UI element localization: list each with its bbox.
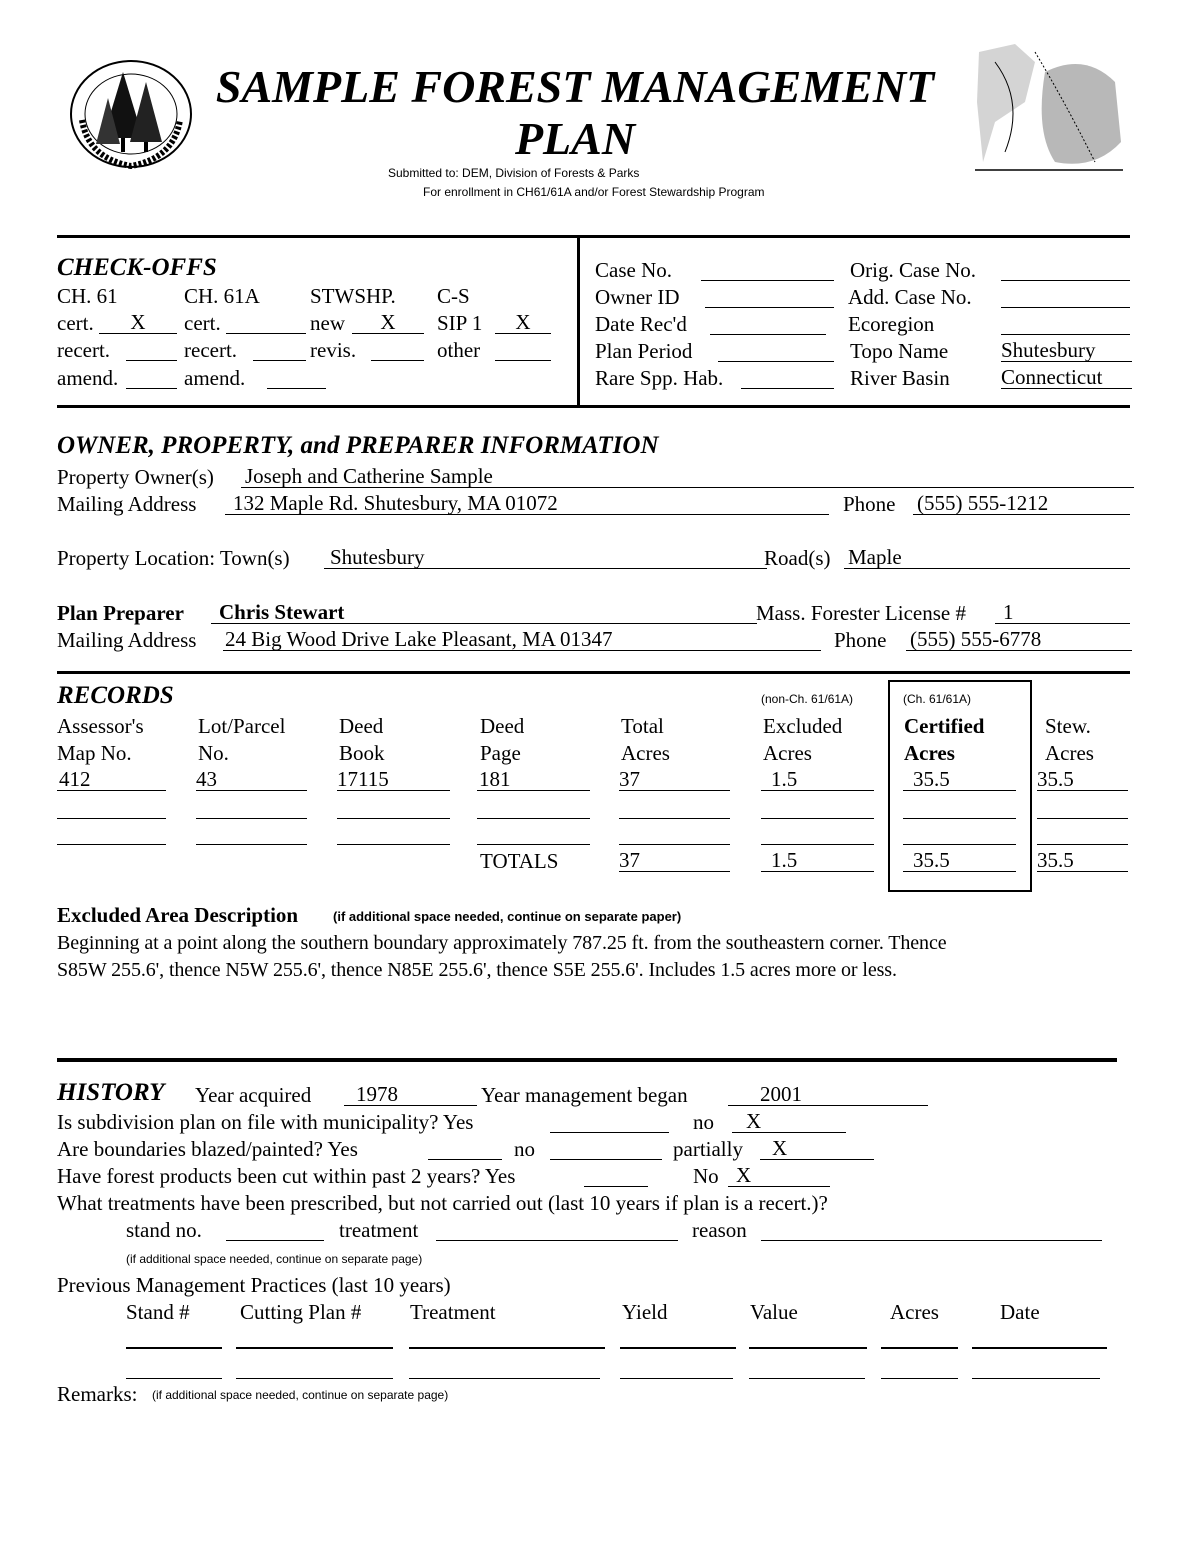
cert2-label: cert. (184, 311, 221, 335)
mail2-field[interactable]: 24 Big Wood Drive Lake Pleasant, MA 01347 (223, 628, 821, 651)
q-subdivision-no[interactable]: X (732, 1110, 846, 1133)
total-stew-acres[interactable]: 35.5 (1037, 849, 1128, 872)
cert-field[interactable]: X (99, 311, 177, 334)
location-label: Property Location: Town(s) (57, 546, 290, 570)
col-value: Value (750, 1300, 798, 1324)
col-head-stew-2: Acres (1045, 741, 1094, 765)
col-treatment: Treatment (410, 1300, 496, 1324)
ch-note: (Ch. 61/61A) (903, 692, 972, 706)
records-heading: RECORDS (57, 682, 174, 709)
prev-cell[interactable] (236, 1325, 393, 1349)
cell-certified-acres[interactable]: 35.5 (903, 768, 1016, 791)
other-label: other (437, 338, 481, 362)
year-acquired-field[interactable]: 1978 (344, 1083, 477, 1106)
recert2-field[interactable] (253, 338, 306, 361)
cell-empty[interactable] (761, 796, 874, 819)
owner-id-label: Owner ID (595, 285, 680, 309)
prev-cell[interactable] (236, 1356, 393, 1379)
history-note: (if additional space needed, continue on separate page) (126, 1252, 423, 1266)
divider-records (57, 671, 1130, 674)
date-recd-field[interactable] (710, 312, 826, 335)
amend2-label: amend. (184, 366, 246, 390)
year-acquired-label: Year acquired (195, 1083, 312, 1107)
mail-label: Mailing Address (57, 492, 197, 516)
prev-cell[interactable] (409, 1356, 600, 1379)
reason-label: reason (692, 1218, 747, 1242)
date-recd-label: Date Rec'd (595, 312, 687, 336)
col-head-total-2: Acres (621, 741, 670, 765)
cs-label: C-S (437, 284, 470, 308)
enrollment-text: For enrollment in CH61/61A and/or Forest Stewardship Program (423, 185, 765, 199)
ma-seal-logo (68, 58, 194, 170)
cell-empty[interactable] (196, 822, 307, 845)
cell-map-no[interactable]: 412 (57, 768, 166, 791)
amend-field[interactable] (126, 366, 177, 389)
preparer-label: Plan Preparer (57, 601, 184, 625)
cell-empty[interactable] (619, 796, 730, 819)
location-field[interactable]: Shutesbury (324, 546, 767, 569)
ecoregion-field[interactable] (1001, 312, 1130, 335)
remarks-note: (if additional space needed, continue on separate page) (152, 1388, 449, 1402)
col-head-stew-1: Stew. (1045, 714, 1091, 738)
road-field[interactable]: Maple (844, 546, 1130, 569)
amend2-field[interactable] (267, 366, 326, 389)
recert2-label: recert. (184, 338, 238, 362)
col-head-total-1: Total (621, 714, 664, 738)
stand-no-label: stand no. (126, 1218, 202, 1242)
year-mgmt-label: Year management began (481, 1083, 688, 1107)
river-basin-label: River Basin (850, 366, 950, 390)
prev-cell[interactable] (881, 1325, 958, 1349)
phone-field[interactable]: (555) 555-1212 (913, 492, 1130, 515)
cert-label: cert. (57, 311, 94, 335)
col-head-lot-2: No. (198, 741, 229, 765)
divider-vertical (577, 235, 580, 407)
mail2-label: Mailing Address (57, 628, 197, 652)
prev-cell[interactable] (881, 1356, 958, 1379)
q-treatments: What treatments have been prescribed, but not carried out (last 10 years if plan is a recert.)? (57, 1191, 828, 1215)
divider-bottom (57, 405, 1130, 408)
q-boundaries-partial[interactable]: X (760, 1137, 874, 1160)
cell-total-acres[interactable]: 37 (619, 768, 730, 791)
col-head-book-1: Deed (339, 714, 384, 738)
road-label: Road(s) (764, 546, 831, 570)
new-label: new (310, 311, 345, 335)
topo-name-field[interactable]: Shutesbury (1001, 339, 1132, 362)
prev-cell[interactable] (620, 1356, 733, 1379)
mail-field[interactable]: 132 Maple Rd. Shutesbury, MA 01072 (225, 492, 829, 515)
phone-label: Phone (843, 492, 896, 516)
prev-cell[interactable] (620, 1325, 736, 1349)
recert-field[interactable] (126, 338, 177, 361)
treatment-field[interactable] (436, 1218, 678, 1241)
q-cut-no[interactable]: X (728, 1164, 830, 1187)
q-subdivision-yes[interactable] (550, 1110, 669, 1133)
topo-name-label: Topo Name (850, 339, 949, 363)
page-title-line2: PLAN (514, 113, 636, 164)
orig-case-no-field[interactable] (1001, 258, 1130, 281)
non-ch-note: (non-Ch. 61/61A) (761, 692, 854, 706)
cell-empty[interactable] (1037, 822, 1128, 845)
cell-empty[interactable] (619, 822, 730, 845)
cell-empty[interactable] (903, 796, 1016, 819)
col-yield: Yield (622, 1300, 668, 1324)
col-stand: Stand # (126, 1300, 190, 1324)
new-field[interactable]: X (352, 311, 424, 334)
col-head-lot-1: Lot/Parcel (198, 714, 286, 738)
ch61a-label: CH. 61A (184, 284, 260, 308)
sip-label: SIP 1 (437, 311, 483, 335)
owner-field[interactable]: Joseph and Catherine Sample (241, 465, 1134, 488)
license-field[interactable]: 1 (995, 601, 1130, 624)
cell-excluded-acres[interactable]: 1.5 (761, 768, 874, 791)
cell-empty[interactable] (57, 796, 166, 819)
amend-label: amend. (57, 366, 119, 390)
excluded-note: (if additional space needed, continue on separate paper) (333, 909, 682, 924)
revis-label: revis. (310, 338, 357, 362)
stand-no-field[interactable] (226, 1218, 324, 1241)
q-boundaries-no[interactable] (550, 1137, 662, 1160)
plan-period-field[interactable] (718, 339, 834, 362)
ecoregion-label: Ecoregion (848, 312, 935, 336)
stwshp-label: STWSHP. (310, 284, 396, 308)
cell-empty[interactable] (1037, 796, 1128, 819)
cell-deed-page[interactable]: 181 (477, 768, 590, 791)
excluded-line1: Beginning at a point along the southern boundary approximately 787.25 ft. from the southeastern corner. Thence (57, 932, 947, 954)
col-head-certified-2: Acres (904, 741, 955, 765)
cell-stew-acres[interactable]: 35.5 (1037, 768, 1128, 791)
cell-empty[interactable] (761, 822, 874, 845)
col-head-page-1: Deed (480, 714, 525, 738)
prev-cell[interactable] (749, 1325, 867, 1349)
license-label: Mass. Forester License # (756, 601, 966, 625)
q-boundaries-no-label: no (514, 1137, 535, 1161)
page-title-line1: SAMPLE FOREST MANAGEMENT (215, 61, 935, 112)
rare-spp-field[interactable] (741, 366, 834, 389)
preparer-field[interactable]: Chris Stewart (211, 601, 757, 624)
col-head-map-2: Map No. (57, 741, 132, 765)
excluded-label: Excluded Area Description (57, 903, 299, 927)
cell-empty[interactable] (477, 822, 590, 845)
q-boundaries: Are boundaries blazed/painted? Yes (57, 1137, 358, 1161)
owner-label: Property Owner(s) (57, 465, 214, 489)
col-head-map-1: Assessor's (57, 714, 144, 738)
total-total-acres[interactable]: 37 (619, 849, 730, 872)
add-case-no-label: Add. Case No. (848, 285, 972, 309)
cell-empty[interactable] (337, 822, 450, 845)
case-no-field[interactable] (701, 258, 834, 281)
forest-map-image (975, 42, 1123, 172)
recert-label: recert. (57, 338, 111, 362)
q-cut: Have forest products been cut within past 2 years? Yes (57, 1164, 516, 1188)
q-cut-yes[interactable] (584, 1164, 648, 1187)
cell-empty[interactable] (337, 796, 450, 819)
rare-spp-label: Rare Spp. Hab. (595, 366, 724, 390)
ch61-label: CH. 61 (57, 284, 118, 308)
q-subdivision-no-label: no (693, 1110, 714, 1134)
revis-field[interactable] (371, 338, 424, 361)
cell-deed-book[interactable]: 17115 (337, 768, 450, 791)
prev-mgmt-label: Previous Management Practices (last 10 years) (57, 1273, 451, 1297)
q-boundaries-yes[interactable] (428, 1137, 502, 1160)
col-acres: Acres (890, 1300, 939, 1324)
col-head-book-2: Book (339, 741, 385, 765)
col-date: Date (1000, 1300, 1040, 1324)
prev-cell[interactable] (126, 1325, 222, 1349)
q-cut-no-label: No (693, 1164, 719, 1188)
cert2-field[interactable] (226, 311, 306, 334)
phone2-field[interactable]: (555) 555-6778 (906, 628, 1132, 651)
submitted-to: Submitted to: DEM, Division of Forests & Parks (388, 166, 640, 180)
case-no-label: Case No. (595, 258, 672, 282)
reason-field[interactable] (761, 1218, 1102, 1241)
orig-case-no-label: Orig. Case No. (850, 258, 976, 282)
prev-cell[interactable] (972, 1356, 1100, 1379)
cell-empty[interactable] (903, 822, 1016, 845)
year-mgmt-field[interactable]: 2001 (728, 1083, 928, 1106)
remarks-label: Remarks: (57, 1382, 138, 1406)
add-case-no-field[interactable] (1001, 285, 1130, 308)
divider-top (57, 235, 1130, 238)
other-field[interactable] (495, 338, 551, 361)
total-excluded-acres[interactable]: 1.5 (761, 849, 874, 872)
prev-cell[interactable] (972, 1325, 1107, 1349)
col-head-excluded-1: Excluded (763, 714, 843, 738)
prev-cell[interactable] (749, 1356, 865, 1379)
river-basin-field[interactable]: Connecticut (1001, 366, 1132, 389)
col-head-excluded-2: Acres (763, 741, 812, 765)
col-head-certified-1: Certified (904, 714, 985, 738)
prev-cell[interactable] (126, 1356, 222, 1379)
col-cutting-plan: Cutting Plan # (240, 1300, 362, 1324)
cell-lot-no[interactable]: 43 (196, 768, 307, 791)
divider-history (57, 1058, 1117, 1062)
excluded-line2: S85W 255.6', thence N5W 255.6', thence N85E 255.6', thence S5E 255.6'. Includes 1.5 acres more or less. (57, 959, 897, 981)
checkoffs-heading: CHECK-OFFS (57, 254, 217, 281)
plan-period-label: Plan Period (595, 339, 693, 363)
total-certified-acres[interactable]: 35.5 (903, 849, 1016, 872)
q-boundaries-partial-label: partially (673, 1137, 743, 1161)
sip-field[interactable]: X (495, 311, 551, 334)
col-head-page-2: Page (480, 741, 521, 765)
owner-id-field[interactable] (705, 285, 834, 308)
q-subdivision: Is subdivision plan on file with municipality? Yes (57, 1110, 474, 1134)
cell-empty[interactable] (477, 796, 590, 819)
phone2-label: Phone (834, 628, 887, 652)
cell-empty[interactable] (196, 796, 307, 819)
cell-empty[interactable] (57, 822, 166, 845)
prev-cell[interactable] (409, 1325, 605, 1349)
history-heading: HISTORY (57, 1079, 165, 1106)
owner-heading: OWNER, PROPERTY, and PREPARER INFORMATION (57, 432, 659, 459)
treatment-label: treatment (339, 1218, 419, 1242)
totals-label: TOTALS (480, 849, 559, 873)
